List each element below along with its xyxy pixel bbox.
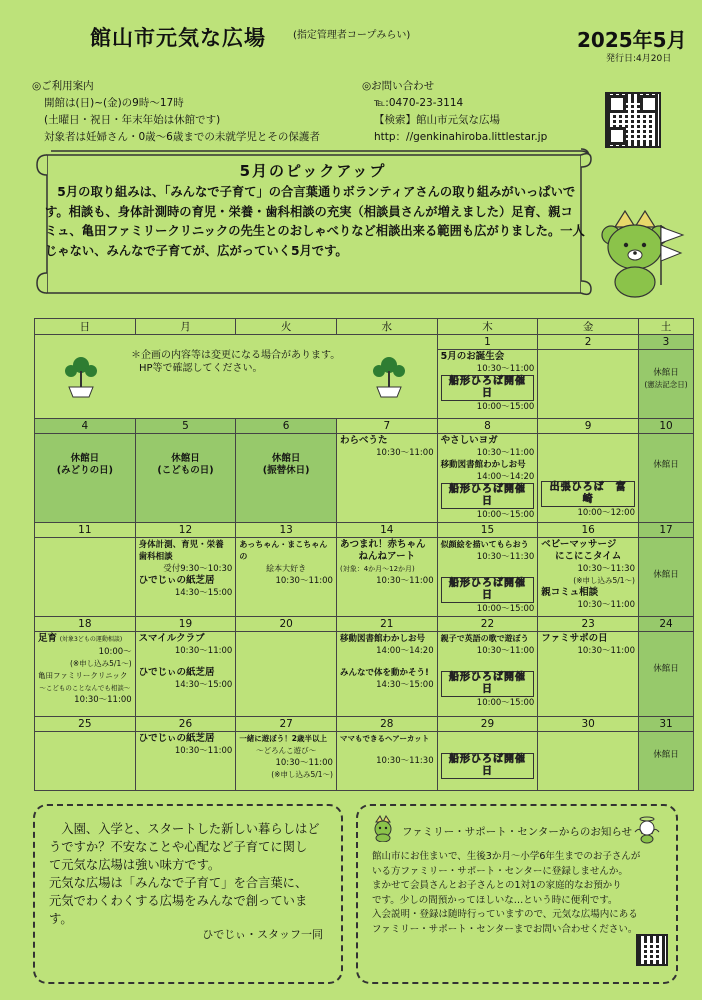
event-title: やさしいヨガ: [440, 435, 498, 446]
event-time: 10:30～11:00: [476, 448, 535, 458]
day-number: 12: [136, 523, 236, 538]
holiday-name: (みどりの日): [56, 465, 113, 476]
event-time: 10:30～11:00: [376, 448, 434, 458]
family-support-text: [372, 850, 664, 937]
event-time: 10:30～11:30: [376, 756, 434, 766]
week-row: [35, 523, 694, 617]
day-cell[interactable]: [639, 419, 694, 523]
event-title: ママもできるヘアーカット: [339, 734, 430, 743]
event-title: スマイルクラブ: [138, 633, 205, 644]
day-cell[interactable]: [35, 617, 136, 717]
closed-label: 休館日: [653, 460, 679, 470]
day-cell[interactable]: [35, 523, 136, 617]
holiday-name: (こどもの日): [157, 465, 214, 476]
usage-heading: ご利用案内: [41, 80, 94, 92]
day-number: 31: [639, 717, 693, 732]
qr-code-icon: [605, 92, 661, 148]
event-title: 似顔絵を描いてもらおう: [440, 540, 529, 549]
day-cell[interactable]: [538, 717, 639, 791]
registration-note: (※申し込み5/1～): [573, 576, 635, 585]
event-time: 10:30～11:00: [74, 695, 132, 705]
plant-icon: [63, 355, 99, 399]
event-subtitle: ～どろんこ遊び～: [256, 746, 317, 755]
event-time: 10:30～11:30: [577, 564, 635, 574]
pickup-scroll: [33, 145, 593, 305]
event-time: 10:30～11:00: [275, 758, 333, 768]
day-number: 4: [35, 419, 135, 434]
day-number: 26: [136, 717, 236, 732]
registration-note: (※申し込み5/1～): [271, 770, 333, 779]
event-time: 10:00～15:00: [476, 698, 535, 708]
month-heading: 2025年5月: [577, 28, 687, 52]
day-cell[interactable]: [135, 523, 236, 617]
info-line: まかせて会員さんとお子さんとの1対1の家庭的なお預かり: [372, 880, 622, 891]
day-cell[interactable]: [35, 419, 136, 523]
event-title: みんなで体を動かそう!: [339, 668, 429, 678]
day-number: 16: [538, 523, 638, 538]
event-time: 14:30～15:00: [174, 680, 233, 690]
day-cell[interactable]: [336, 523, 437, 617]
message-signature: ひでじぃ・スタッフ一同: [202, 928, 323, 941]
day-number: 6: [236, 419, 336, 434]
weekday-tue: 火: [236, 319, 337, 335]
contact-heading: お問い合わせ: [371, 80, 435, 92]
day-number: 17: [639, 523, 693, 538]
info-line: 館山市にお住まいで、生後3か月～小学6年生までのお子さんが: [372, 851, 641, 862]
day-cell[interactable]: [538, 335, 639, 419]
usage-line: (土曜日・祝日・年末年始は休館です): [44, 114, 221, 126]
event-title: 5月のお誕生会: [440, 351, 505, 362]
event-title: ひでじぃの紙芝居: [138, 575, 215, 586]
week-row: [35, 717, 694, 791]
funagata-hiroba-badge: 船形ひろば開催日: [441, 375, 535, 401]
day-number: 23: [538, 617, 638, 632]
day-cell[interactable]: [236, 617, 337, 717]
event-title: 歯科相談: [138, 552, 173, 562]
message-line: うですか？不安なことや心配など子育てに関し: [49, 840, 308, 854]
event-time: 14:30～15:00: [174, 588, 233, 598]
manager-note: (指定管理者コープみらい): [293, 30, 411, 41]
info-line: 入会説明・登録は随時行っていますので、元気な広場内にある: [372, 909, 638, 920]
day-number: 20: [236, 617, 336, 632]
day-number: 28: [337, 717, 437, 732]
event-title: あつまれ！赤ちゃん: [339, 539, 426, 550]
day-number: 5: [136, 419, 236, 434]
day-number: 19: [136, 617, 236, 632]
funagata-hiroba-badge: 船形ひろば開催日: [441, 753, 535, 779]
weekday-sun: 日: [35, 319, 136, 335]
day-cell[interactable]: [135, 717, 236, 791]
event-title: 足育: [38, 633, 58, 644]
day-cell[interactable]: [236, 419, 337, 523]
day-number: 29: [438, 717, 538, 732]
event-time: 10:30～11:00: [275, 576, 333, 586]
event-title: 移動図書館わかしお号: [440, 460, 526, 470]
day-cell[interactable]: [538, 617, 639, 717]
event-time: 10:30～11:00: [476, 364, 535, 374]
registration-note: (※申し込み5/1～): [69, 659, 132, 668]
info-line: いる方ファミリー・サポート・センターに登録しませんか。: [372, 865, 628, 877]
event-title: ひでじぃの紙芝居: [138, 733, 215, 744]
event-time: 10:00～12:00: [577, 508, 635, 518]
usage-info: [32, 78, 320, 146]
event-time: 10:30～11:00: [476, 646, 535, 656]
day-cell[interactable]: [639, 335, 694, 419]
event-time: 14:30～15:00: [376, 680, 434, 690]
closed-label: 休館日: [70, 453, 100, 464]
day-cell[interactable]: [135, 419, 236, 523]
info-line: ファミリー・サポート・センターまでお問い合わせください。: [372, 923, 638, 935]
day-cell[interactable]: [639, 523, 694, 617]
weekday-mon: 月: [135, 319, 236, 335]
weekday-fri: 金: [538, 319, 639, 335]
event-title: 一緒に遊ぼう！2歳半以上: [239, 734, 328, 743]
day-cell[interactable]: [336, 419, 437, 523]
calendar: [34, 318, 694, 791]
day-number: 21: [337, 617, 437, 632]
day-number: 7: [337, 419, 437, 434]
day-number: 24: [639, 617, 693, 632]
day-cell[interactable]: [236, 717, 337, 791]
closed-label: 休館日: [271, 453, 301, 464]
notice-line: HP等で確認してください。: [139, 363, 263, 374]
notice-cell: [35, 335, 438, 419]
event-title: 亀田ファミリークリニック: [38, 671, 128, 680]
event-subtitle: (対象3どもの運動相談): [59, 636, 123, 643]
day-number: 18: [35, 617, 135, 632]
event-time: 10:00～: [98, 647, 132, 657]
funagata-hiroba-badge: 船形ひろば開催日: [441, 671, 535, 697]
event-time: 10:00～15:00: [476, 402, 535, 412]
closed-label: 休館日: [653, 664, 679, 674]
event-time: 10:30～11:30: [476, 552, 535, 562]
event-subtitle: ～こどものことなんでも相談～: [39, 684, 131, 692]
event-time: 10:30～11:00: [577, 646, 635, 656]
day-number: 27: [236, 717, 336, 732]
week-row: [35, 617, 694, 717]
qr-code-icon: [636, 934, 668, 966]
angel-child-icon: [632, 814, 662, 844]
family-support-box: [356, 804, 678, 984]
usage-line: 開館は(日)~(金)の9時～17時: [44, 97, 184, 109]
event-title: ねんねアート: [358, 551, 416, 562]
notice-line: ＊企画の内容等は変更になる場合があります。: [131, 350, 341, 361]
event-title: 身体計測、育児・栄養: [138, 540, 224, 550]
event-title: 親コミュ相談: [541, 587, 599, 598]
contact-icon: ◎: [362, 80, 372, 92]
day-cell[interactable]: [437, 717, 538, 791]
day-number: 9: [538, 419, 638, 434]
day-cell[interactable]: [437, 335, 538, 419]
event-title: 親子で英語の歌で遊ぼう: [440, 634, 529, 643]
day-cell[interactable]: [236, 523, 337, 617]
weekday-sat: 土: [639, 319, 694, 335]
day-cell[interactable]: [336, 717, 437, 791]
pickup-body: 5月の取り組みは、「みんなで子育て」の合言葉通りボランティアさんの取り組みがいっぱいです。相談も、身体計測時の育児・栄養・歯科相談の充実（相談員さんが増えました）足育、親コミュ、亀田ファミリークリニックの先生とのおしゃべりなど相談出来る範囲も広がりました。一人じゃない、みんなで子育てが、広がっていく5月です。: [45, 185, 585, 258]
day-cell[interactable]: [35, 717, 136, 791]
event-time: 10:30～11:00: [577, 600, 635, 610]
closed-label: 休館日: [171, 453, 200, 464]
holiday-name: (振替休日): [262, 465, 310, 476]
bear-mascot-icon: [595, 205, 687, 300]
event-target: (対象：4か月～12か月): [339, 565, 415, 573]
day-number: 1: [438, 335, 538, 350]
weekday-header: [35, 319, 694, 335]
plant-icon: [371, 355, 407, 399]
pickup-title: 5月のピックアップ: [239, 162, 387, 180]
message-text: [49, 820, 333, 928]
message-line: 元気な広場は「みんなで子育て」を合言葉に、: [49, 876, 308, 890]
day-number: 11: [35, 523, 135, 538]
day-number: 25: [35, 717, 135, 732]
event-title: にこにこタイム: [554, 551, 622, 562]
week-row: [35, 419, 694, 523]
message-box: [33, 804, 343, 984]
event-title: ひでじぃの紙芝居: [138, 667, 215, 678]
event-time: 14:00～14:20: [376, 646, 434, 656]
closed-label: 休館日: [653, 368, 679, 378]
day-cell[interactable]: [639, 717, 694, 791]
message-line: 元気でわくわくする広場をみんなで創っていま: [49, 894, 308, 908]
message-line: す。: [49, 912, 73, 926]
info-line: です。少しの間預かってほしいな…という時に便利です。: [372, 894, 618, 906]
day-number: 22: [438, 617, 538, 632]
contact-search: 【検索】館山市元気な広場: [374, 114, 500, 126]
event-time: 10:30～11:00: [174, 746, 233, 756]
week-row: [35, 335, 694, 419]
day-cell[interactable]: [639, 617, 694, 717]
day-cell[interactable]: [538, 523, 639, 617]
event-time: 10:30～11:00: [174, 646, 233, 656]
outreach-badge: 出張ひろば 富崎: [541, 481, 635, 507]
day-number: 10: [639, 419, 693, 434]
holiday-name: (憲法記念日): [644, 380, 688, 389]
weekday-wed: 水: [336, 319, 437, 335]
day-cell[interactable]: [437, 419, 538, 523]
day-number: 30: [538, 717, 638, 732]
closed-label: 休館日: [653, 750, 679, 760]
day-number: 2: [538, 335, 638, 350]
contact-tel: ℡:0470-23-3114: [374, 97, 464, 109]
day-cell[interactable]: [336, 617, 437, 717]
page-title: 館山市元気な広場: [90, 26, 266, 50]
day-number: 3: [639, 335, 693, 350]
event-time: 受付9:30～10:30: [163, 564, 233, 574]
funagata-hiroba-badge: 船形ひろば開催日: [441, 483, 535, 509]
event-time: 14:00～14:20: [476, 472, 535, 482]
closed-label: 休館日: [653, 570, 679, 580]
day-number: 14: [337, 523, 437, 538]
issue-date: 発行日:4月20日: [606, 54, 672, 64]
event-title: あっちゃん・まこちゃんの: [239, 540, 328, 561]
message-line: 入園、入学と、スタートした新しい暮らしはど: [49, 822, 320, 836]
day-number: 15: [438, 523, 538, 538]
day-number: 13: [236, 523, 336, 538]
contact-url[interactable]: http：//genkinahiroba.littlestar.jp: [374, 131, 548, 143]
event-time: 10:00～15:00: [476, 604, 535, 614]
contact-info: [362, 78, 547, 146]
day-number: 8: [438, 419, 538, 434]
usage-line: 対象者は妊婦さん・0歳～6歳までの未就学児とその保護者: [44, 131, 320, 143]
day-cell[interactable]: [135, 617, 236, 717]
funagata-hiroba-badge: 船形ひろば開催日: [441, 577, 535, 603]
event-title: 移動図書館わかしお号: [339, 634, 425, 644]
event-title: ベビーマッサージ: [541, 539, 617, 550]
day-cell[interactable]: [437, 617, 538, 717]
event-title: わらべうた: [339, 435, 388, 446]
event-time: 10:30～11:00: [376, 576, 434, 586]
day-cell[interactable]: [538, 419, 639, 523]
event-title: ファミサポの日: [541, 633, 608, 644]
event-time: 10:00～15:00: [476, 510, 535, 520]
event-title: 絵本大好き: [266, 564, 307, 573]
message-line: て元気な広場は強い味方です。: [49, 858, 221, 872]
family-support-title: ファミリー・サポート・センターからのお知らせ: [401, 826, 633, 838]
day-cell[interactable]: [437, 523, 538, 617]
weekday-thu: 木: [437, 319, 538, 335]
usage-icon: ◎: [32, 80, 42, 92]
